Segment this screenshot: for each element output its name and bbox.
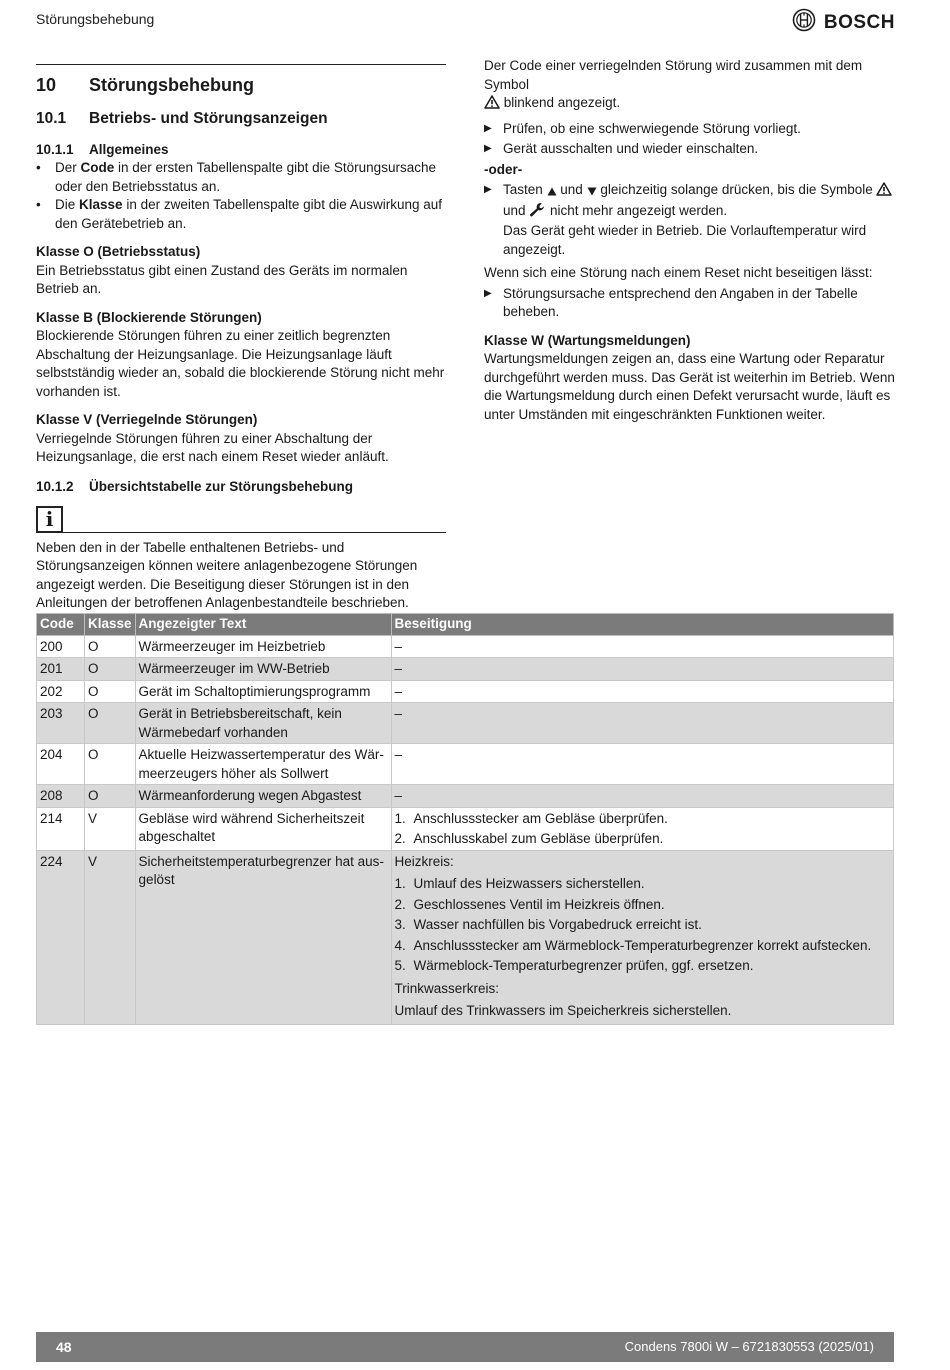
step-text — [503, 181, 896, 259]
table-row — [37, 680, 894, 703]
cell-class: O — [85, 785, 136, 808]
bullet-text — [55, 196, 446, 233]
step-restart — [484, 140, 896, 159]
reset-fail-text: Wenn sich eine Störung nach einem Reset nicht beseitigen lässt: — [484, 265, 873, 280]
cell-code: 200 — [37, 635, 85, 658]
cell-code: 208 — [37, 785, 85, 808]
step-number: 1. — [394, 810, 406, 826]
left-column — [36, 64, 446, 618]
step-text: Anschlussstecker am Wärmeblock-Temperaturbegrenzer korrekt aufstecken. — [413, 937, 872, 953]
table-row — [37, 807, 894, 850]
cell-class: V — [85, 807, 136, 850]
info-header — [36, 506, 446, 533]
class-w-text: Wartungsmeldungen zeigen an, dass eine Wartung oder Reparatur durchgeführt werden muss. Das Gerät ist weiterhin im Betrieb. Wenn die Wartungsmeldung durch einen Defekt verursacht wurde, läuft es unter Umständen mit eingeschränkten Funktionen weiter. — [484, 351, 895, 422]
cell-text: Wärmeanforderung wegen Abgastest — [135, 785, 391, 808]
cell-fix: – — [391, 744, 893, 785]
subsubsection-title: Übersichtstabelle zur Störungsbehebung — [89, 478, 354, 494]
table-row — [37, 744, 894, 785]
cell-class: O — [85, 680, 136, 703]
text-run: Der — [55, 160, 81, 175]
step-text: Wärmeblock-Temperaturbegrenzer prüfen, ggf. ersetzen. — [413, 958, 754, 973]
text-run: gleichzeitig solange drücken, bis die Symbole — [596, 182, 877, 197]
fix-step — [395, 937, 890, 956]
step-text: Störungsursache entsprechend den Angaben in der Tabelle beheben. — [503, 285, 858, 319]
step-fix — [484, 285, 896, 322]
fix-subheading: Trinkwasserkreis: — [394, 980, 500, 996]
arrow-up-icon — [547, 183, 557, 202]
text-run-bold: Code — [80, 160, 115, 175]
cell-fix — [391, 807, 893, 850]
step-number: 1. — [394, 876, 406, 891]
step-text: Anschlusskabel zum Gebläse überprüfen. — [413, 831, 664, 846]
step-number: 2. — [394, 896, 406, 912]
running-header: Störungsbehebung — [36, 11, 155, 27]
page-footer — [36, 1332, 894, 1362]
text-run: Die — [55, 197, 80, 212]
fault-code-table — [36, 613, 894, 1025]
bosch-armature-icon — [792, 8, 816, 38]
bullet-text — [55, 159, 446, 196]
column-header-class: Klasse — [85, 614, 136, 636]
text-run: in der zweiten Tabellenspalte gibt die Auswirkung auf den Gerätebetrieb an. — [55, 197, 443, 231]
cell-text: Gerät in Betriebsbereitschaft, kein Wärmebedarf vorhanden — [135, 703, 391, 744]
step-arrow-icon: ▶ — [484, 287, 492, 299]
step-text: Geschlossenes Ventil im Heizkreis öffnen. — [413, 896, 665, 912]
subsubsection-heading-general — [36, 141, 446, 159]
bullet-dot: • — [36, 197, 41, 212]
cell-text: Gebläse wird während Sicherheitszeit abgeschaltet — [135, 807, 391, 850]
text-run: und — [503, 202, 530, 218]
step-keys — [484, 181, 896, 259]
cell-fix: – — [391, 785, 893, 808]
step-text: Umlauf des Heizwassers sicherstellen. — [413, 876, 645, 891]
cell-text: Gerät im Schaltoptimierungsprogramm — [135, 680, 391, 703]
fix-step — [395, 896, 890, 915]
step-arrow-icon: ▶ — [484, 143, 492, 154]
step-number: 4. — [394, 937, 406, 953]
text-run: Das Gerät geht wieder in Betrieb. Die Vorlauftemperatur wird angezeigt. — [503, 223, 867, 257]
class-v-text: Verriegelnde Störungen führen zu einer Abschaltung der Heizungsanlage, die erst nach einem Reset wieder anläuft. — [36, 430, 389, 464]
document-reference: Condens 7800i W – 6721830553 (2025/01) — [624, 1338, 874, 1354]
section-number: 10 — [36, 75, 57, 95]
table-row — [37, 635, 894, 658]
subsubsection-number: 10.1.2 — [36, 478, 74, 494]
step-number: 2. — [394, 831, 406, 846]
page-number: 48 — [56, 1338, 72, 1355]
table-header-row — [37, 614, 894, 636]
fix-step — [395, 830, 890, 849]
divider — [63, 532, 446, 533]
table-row — [37, 850, 894, 1024]
locking-code-text — [484, 57, 896, 115]
text-run: nicht mehr angezeigt werden. — [546, 202, 728, 218]
wrench-icon — [529, 202, 546, 223]
cell-text: Wärmeerzeuger im Heizbetrieb — [135, 635, 391, 658]
cell-fix: – — [391, 658, 893, 681]
arrow-down-icon — [587, 183, 597, 202]
step-text: Anschlussstecker am Gebläse überprüfen. — [413, 810, 668, 826]
info-note — [36, 506, 446, 618]
cell-class: O — [85, 744, 136, 785]
cell-fix: – — [391, 703, 893, 744]
cell-code: 202 — [37, 680, 85, 703]
section-title: Störungsbehebung — [89, 75, 254, 95]
cell-fix: – — [391, 635, 893, 658]
subsubsection-heading-overview — [36, 478, 446, 496]
text-run-bold: Klasse — [79, 197, 123, 212]
fix-text: Umlauf des Trinkwassers im Speicherkreis sicherstellen. — [394, 1003, 732, 1018]
class-b-text: Blockierende Störungen führen zu einer zeitlich begrenzten Abschaltung der Heizungsanlage. Die Heizungsanlage läuft selbstständig wieder an, sobald die blockierende Störung nicht mehr vorhanden ist. — [36, 328, 445, 399]
cell-fix: – — [391, 680, 893, 703]
cell-class: O — [85, 635, 136, 658]
bullet-dot: • — [36, 160, 41, 175]
step-text: Gerät ausschalten und wieder einschalten. — [503, 141, 759, 156]
fix-step — [395, 810, 890, 829]
column-header-code: Code — [37, 614, 85, 636]
text-run: und — [556, 182, 587, 197]
cell-text: Aktuelle Heizwassertemperatur des Wärmeerzeugers höher als Sollwert — [135, 744, 391, 785]
cell-fix — [391, 850, 893, 1024]
cell-code: 203 — [37, 703, 85, 744]
warning-triangle-icon — [876, 182, 892, 202]
fix-step — [395, 916, 890, 935]
table-row — [37, 703, 894, 744]
class-v-title: Klasse V (Verriegelnde Störungen) — [36, 412, 258, 427]
section-heading — [36, 64, 446, 96]
subsection-title: Betriebs- und Störungsanzeigen — [89, 110, 328, 127]
step-check — [484, 120, 896, 139]
or-label: -oder- — [484, 161, 523, 177]
brand-logo — [792, 8, 895, 38]
step-number: 3. — [394, 917, 406, 932]
table-row — [37, 658, 894, 681]
bullet-code — [36, 159, 446, 196]
cell-class: V — [85, 850, 136, 1024]
class-w-title: Klasse W (Wartungsmeldungen) — [484, 332, 691, 348]
column-header-fix: Beseitigung — [391, 614, 893, 636]
cell-code: 201 — [37, 658, 85, 681]
text-run: Der Code einer verriegelnden Störung wird zusammen mit dem Symbol — [484, 58, 863, 92]
text-run: blinkend angezeigt. — [500, 95, 621, 110]
cell-code: 224 — [37, 850, 85, 1024]
info-text: Neben den in der Tabelle enthaltenen Betriebs- und Störungsanzeigen können weitere anlagenbezogene Störungen angezeigt werden. Die Beseitigung dieser Störungen ist in den Anleitungen der betroffenen Anlagenbestandteile beschrieben. — [36, 539, 446, 618]
text-run: Tasten — [503, 182, 547, 197]
subsection-number: 10.1 — [36, 110, 67, 127]
subsection-heading — [36, 109, 446, 129]
column-header-text: Angezeigter Text — [135, 614, 391, 636]
fix-subheading: Heizkreis: — [394, 853, 454, 869]
step-text: Wasser nachfüllen bis Vorgabedruck erreicht ist. — [413, 917, 702, 932]
bullet-class — [36, 196, 446, 233]
cell-code: 214 — [37, 807, 85, 850]
cell-class: O — [85, 703, 136, 744]
cell-text: Wärmeerzeuger im WW-Betrieb — [135, 658, 391, 681]
subsubsection-title: Allgemeines — [89, 142, 169, 157]
text-run: in der ersten Tabellenspalte gibt die Störungsursache oder den Betriebsstatus an. — [55, 160, 436, 194]
right-column — [484, 57, 896, 424]
subsubsection-number: 10.1.1 — [36, 142, 74, 157]
step-arrow-icon: ▶ — [484, 184, 492, 195]
cell-class: O — [85, 658, 136, 681]
class-o-text: Ein Betriebsstatus gibt einen Zustand des Geräts im normalen Betrieb an. — [36, 262, 408, 296]
cell-text: Sicherheitstemperaturbegrenzer hat ausgelöst — [135, 850, 391, 1024]
warning-triangle-icon — [484, 95, 500, 115]
class-o-title: Klasse O (Betriebsstatus) — [36, 244, 201, 259]
fix-step — [395, 957, 890, 976]
step-arrow-icon: ▶ — [484, 122, 492, 134]
table-row — [37, 785, 894, 808]
cell-code: 204 — [37, 744, 85, 785]
fix-step — [395, 875, 890, 894]
class-b-title: Klasse B (Blockierende Störungen) — [36, 309, 262, 325]
info-icon: i — [36, 506, 63, 533]
step-number: 5. — [394, 958, 406, 973]
step-text: Prüfen, ob eine schwerwiegende Störung vorliegt. — [503, 120, 801, 136]
brand-name: BOSCH — [823, 11, 895, 33]
